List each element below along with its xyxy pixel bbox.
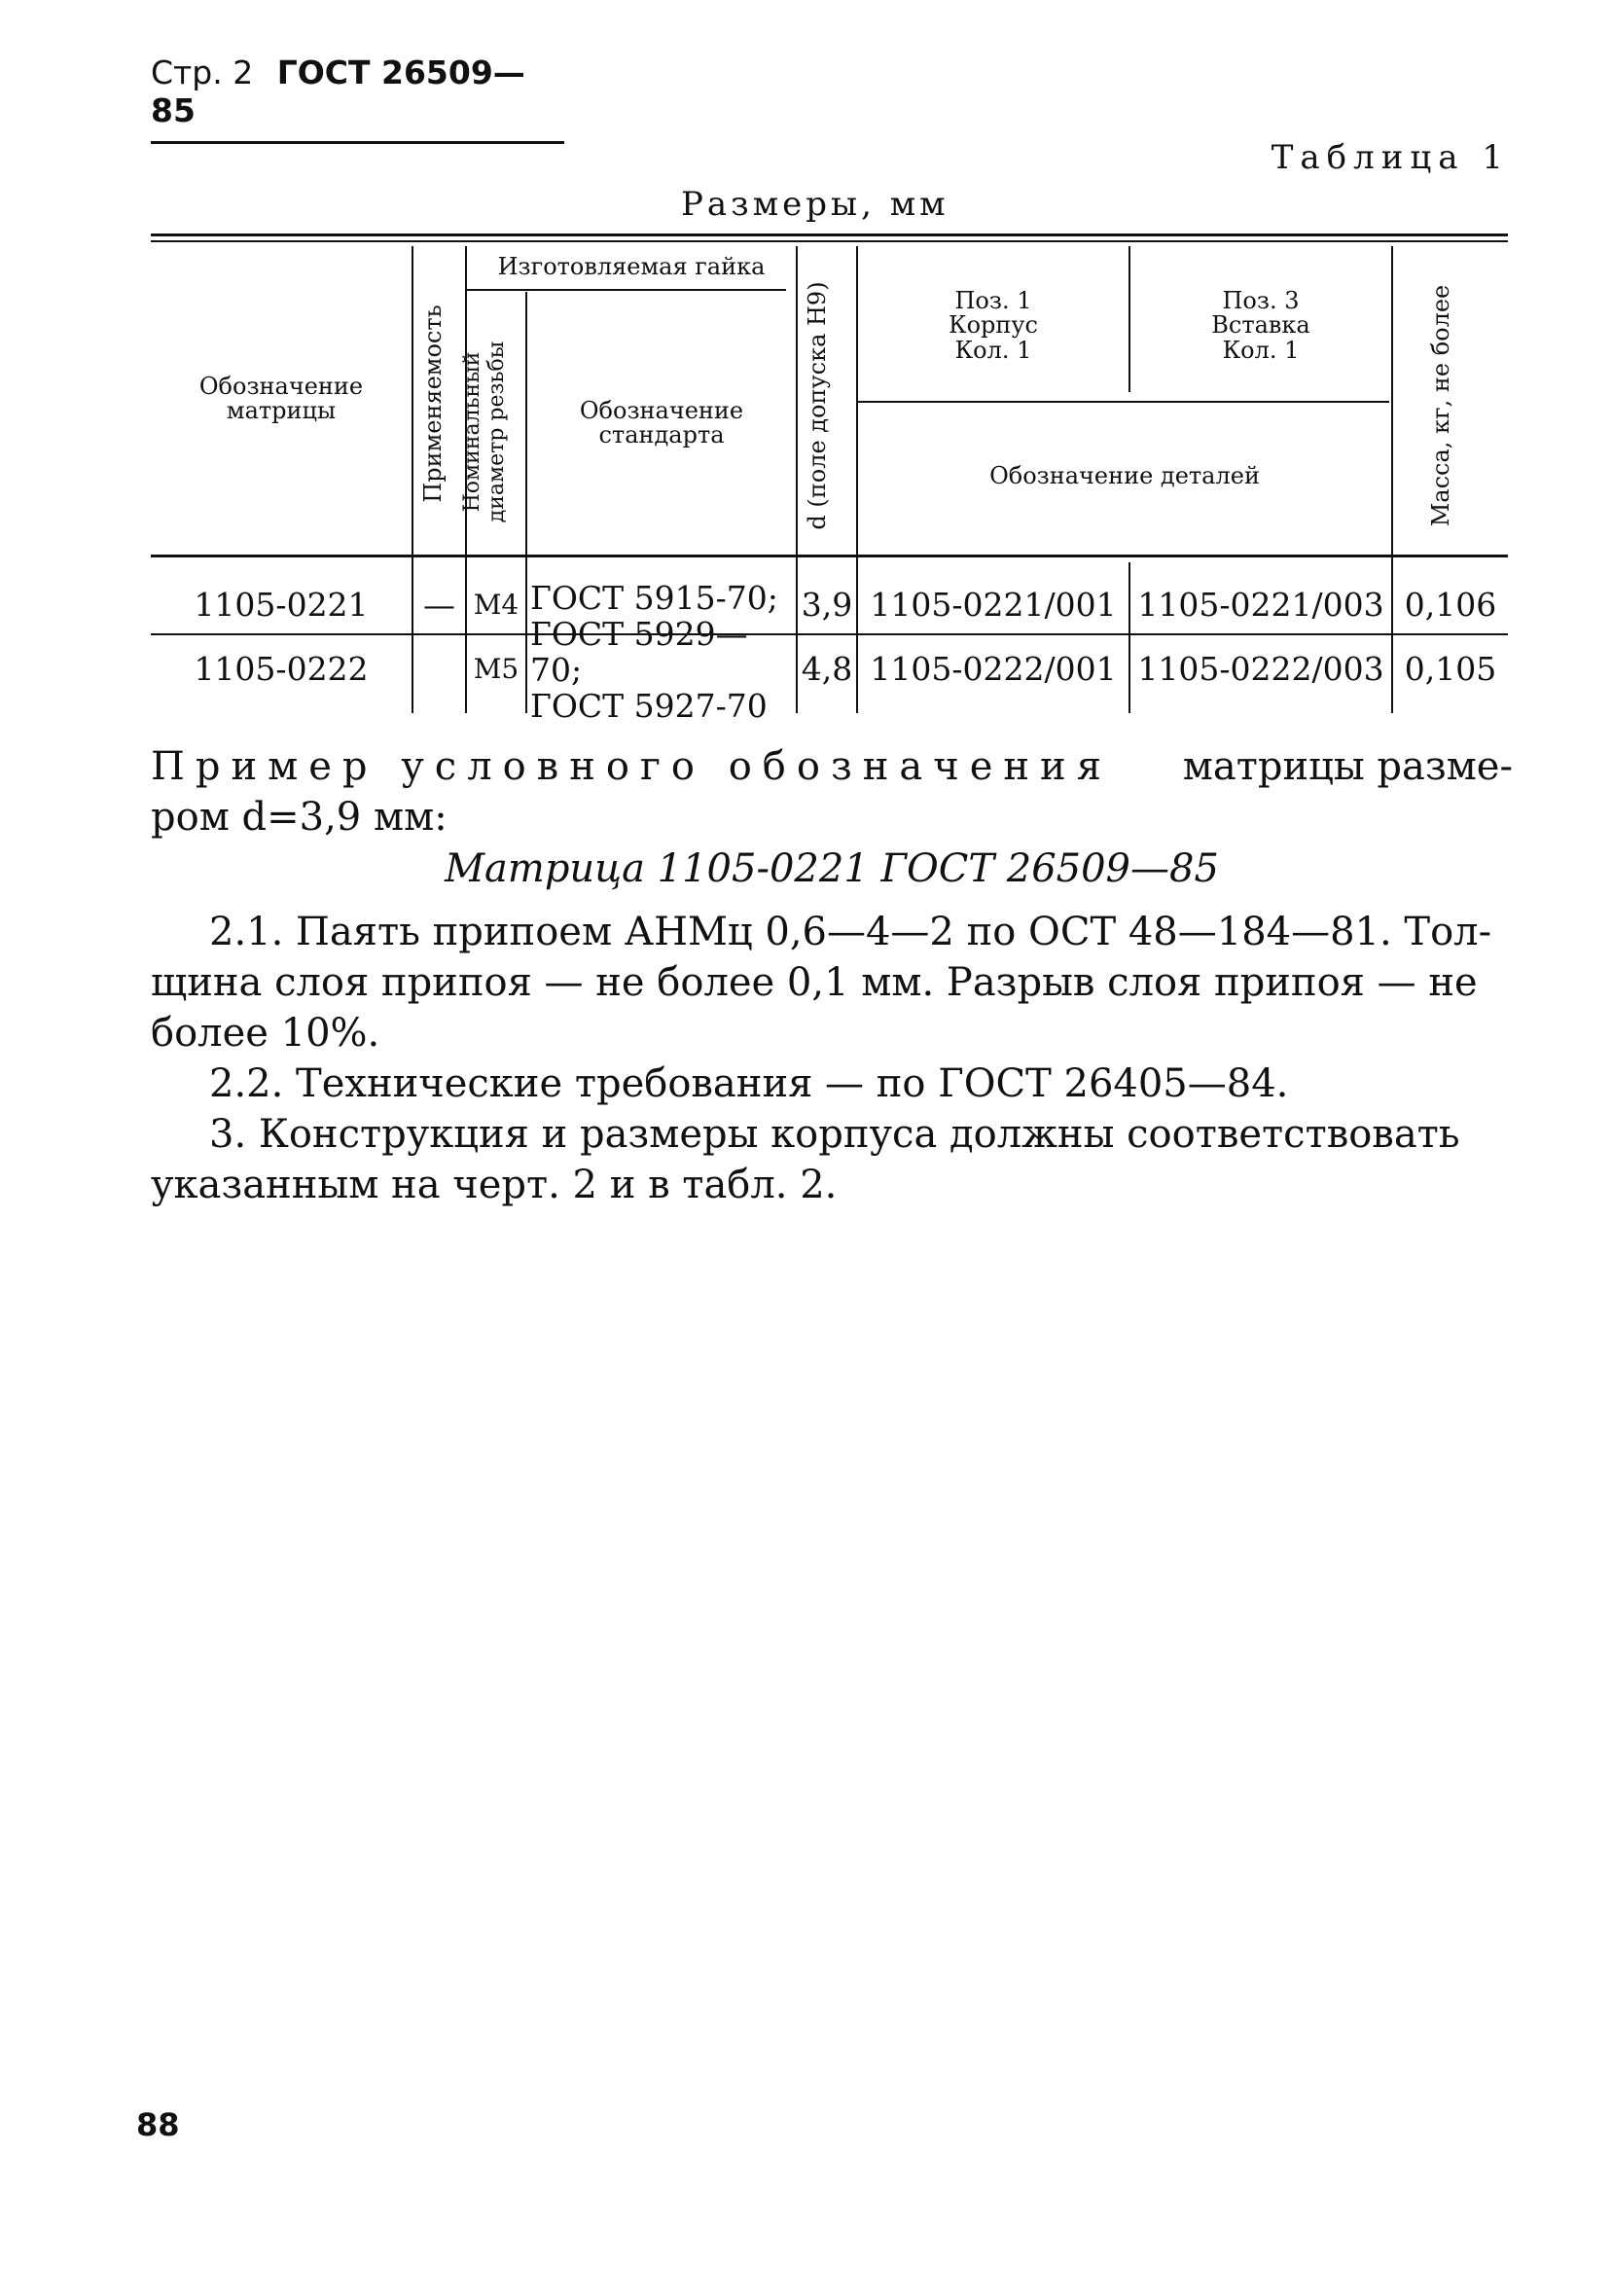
- standard-line-2: ГОСТ 5929—70;: [530, 615, 748, 689]
- header-nominal-thread: Номинальный диаметр резьбы: [460, 341, 510, 523]
- col-line-1: [412, 246, 413, 713]
- header-standard-designation: Обозначение стандарта: [579, 396, 744, 448]
- row1-d: 3,9: [801, 585, 853, 624]
- col-line-3: [525, 292, 527, 713]
- example-designation: Матрица 1105-0221 ГОСТ 26509—85: [445, 846, 1219, 891]
- row1-pos3: 1105-0221/003: [1137, 585, 1384, 624]
- col-line-7: [1391, 246, 1393, 713]
- example-rest-text: матрицы разме-: [1182, 744, 1513, 789]
- col-line-6-head: [1128, 246, 1130, 392]
- row1-matrix: 1105-0221: [194, 585, 369, 624]
- header-pos3: Поз. 3 Вставка Кол. 1: [1211, 287, 1310, 364]
- page-label: Стр. 2: [151, 54, 254, 91]
- para-2-1-line-2: щина слоя припоя — не более 0,1 мм. Разрыв слоя припоя — не: [151, 960, 1478, 1005]
- page-number: 88: [136, 2106, 180, 2143]
- header-matrix-designation: Обозначение матрицы: [198, 372, 364, 424]
- row2-pos1: 1105-0222/001: [870, 649, 1117, 688]
- row1-pos1: 1105-0221/001: [870, 585, 1117, 624]
- example-line-1: [151, 741, 1513, 792]
- header-manufactured-nut: Изготовляемая гайка: [497, 253, 766, 281]
- para-3-line-2: указанным на черт. 2 и в табл. 2.: [151, 1163, 838, 1207]
- row1-thread: М4: [473, 589, 519, 622]
- para-2-1-line-3: более 10%.: [151, 1011, 380, 1056]
- standard-line-1: ГОСТ 5915-70;: [530, 579, 778, 617]
- header-standard: ГОСТ 26509—85: [151, 54, 525, 129]
- row-divider: [151, 633, 1508, 635]
- table-caption: Таблица 1: [1271, 138, 1510, 177]
- para-2-2: 2.2. Технические требования — по ГОСТ 26405—84.: [209, 1061, 1289, 1106]
- header-applicability: Применяемость: [419, 305, 447, 503]
- table-top-rule: [151, 233, 1508, 236]
- header-parts-designation: Обозначение деталей: [989, 462, 1260, 490]
- row2-d: 4,8: [801, 649, 853, 688]
- parts-group-rule: [856, 401, 1389, 403]
- standard-line-3: ГОСТ 5927-70: [530, 687, 768, 725]
- header-d-tolerance: d (поле допуска H9): [804, 281, 831, 530]
- col-line-5: [856, 246, 858, 713]
- header-pos1: Поз. 1 Корпус Кол. 1: [949, 287, 1038, 364]
- para-3-line-1: 3. Конструкция и размеры корпуса должны соответствовать: [209, 1112, 1460, 1157]
- para-2-1-line-1: 2.1. Паять припоем АНМц 0,6—4—2 по ОСТ 48—184—81. Тол-: [209, 910, 1492, 954]
- row2-thread: М5: [473, 653, 519, 686]
- page-header: [151, 54, 564, 144]
- col-line-4: [796, 246, 798, 713]
- example-spaced-text: Пример условного обозначения: [151, 744, 1112, 789]
- row2-pos3: 1105-0222/003: [1137, 649, 1384, 688]
- row2-matrix: 1105-0222: [194, 649, 369, 688]
- header-mass: Масса, кг, не более: [1427, 284, 1454, 527]
- row1-mass: 0,106: [1404, 585, 1497, 624]
- nut-group-rule: [465, 289, 786, 291]
- row2-mass: 0,105: [1404, 649, 1497, 688]
- standards-cell: [530, 580, 795, 724]
- row1-applicability: —: [423, 585, 455, 624]
- example-line-2: ром d=3,9 мм:: [151, 795, 448, 840]
- units-caption: Размеры, мм: [681, 185, 949, 224]
- table-top-rule-2: [151, 240, 1508, 242]
